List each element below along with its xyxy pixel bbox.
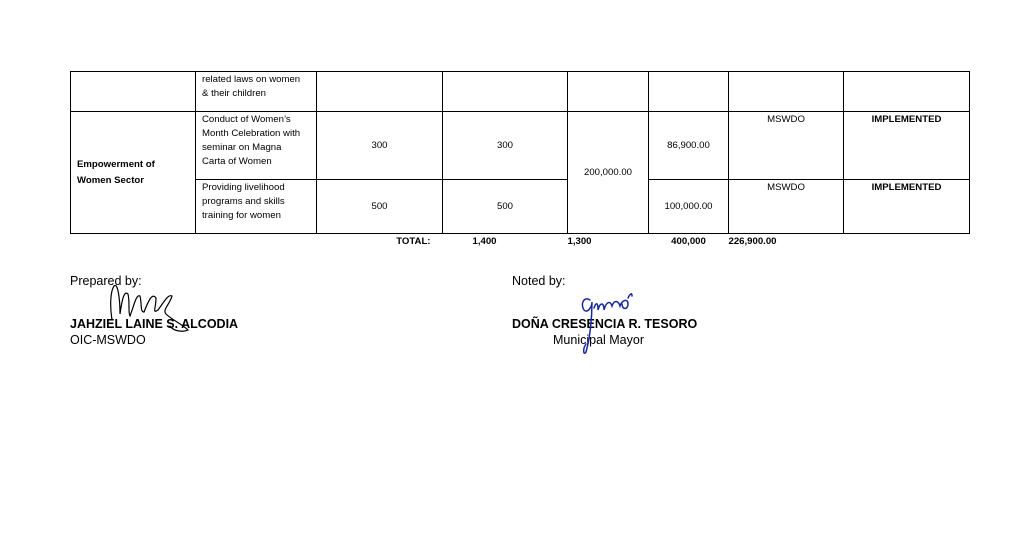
total-expenditure: 226,900.00	[728, 236, 777, 247]
activity-cell: related laws on women & their children	[196, 72, 317, 112]
preparer-name: JAHZIEL LAINE S. ALCODIA	[70, 317, 239, 331]
sector-cell: Empowerment of Women Sector	[71, 112, 196, 234]
preparer-title: OIC-MSWDO	[70, 333, 146, 347]
sector-cell	[71, 72, 196, 112]
budget-cell	[568, 72, 649, 112]
noter-name: DOÑA CRESENCIA R. TESORO	[512, 317, 698, 331]
activity-cell: Providing livelihood programs and skills training for women	[196, 180, 317, 234]
actual-cell: 500	[443, 180, 568, 234]
target-cell: 300	[317, 112, 443, 180]
noted-by-label: Noted by:	[512, 274, 566, 288]
office-cell	[729, 72, 844, 112]
expenditure-cell: 100,000.00	[649, 180, 729, 234]
status-cell: IMPLEMENTED	[844, 180, 970, 234]
table-row	[71, 112, 970, 180]
total-row	[71, 234, 970, 250]
total-label: TOTAL:	[396, 236, 431, 247]
table-row	[71, 180, 970, 234]
total-spacer	[844, 234, 970, 250]
office-cell: MSWDO	[729, 180, 844, 234]
total-budget: 1,300	[567, 236, 592, 247]
status-cell: IMPLEMENTED	[844, 112, 970, 180]
gad-accomplishment-table	[70, 71, 970, 250]
expenditure-cell: 86,900.00	[649, 112, 729, 180]
noter-title: Municipal Mayor	[553, 333, 645, 347]
total-spacer	[71, 234, 196, 250]
preparer-signature	[100, 280, 200, 340]
target-cell	[317, 72, 443, 112]
noter-signature	[576, 288, 636, 358]
prepared-by-label: Prepared by:	[70, 274, 142, 288]
total-actual: 1,400	[472, 236, 497, 247]
status-cell	[844, 72, 970, 112]
actual-cell: 300	[443, 112, 568, 180]
target-cell: 500	[317, 180, 443, 234]
total-allocation: 400,000	[671, 236, 706, 247]
table-row	[71, 72, 970, 112]
expenditure-cell	[649, 72, 729, 112]
budget-cell: 200,000.00	[568, 112, 649, 234]
activity-cell: Conduct of Women’s Month Celebration with seminar on Magna Carta of Women	[196, 112, 317, 180]
office-cell: MSWDO	[729, 112, 844, 180]
actual-cell	[443, 72, 568, 112]
